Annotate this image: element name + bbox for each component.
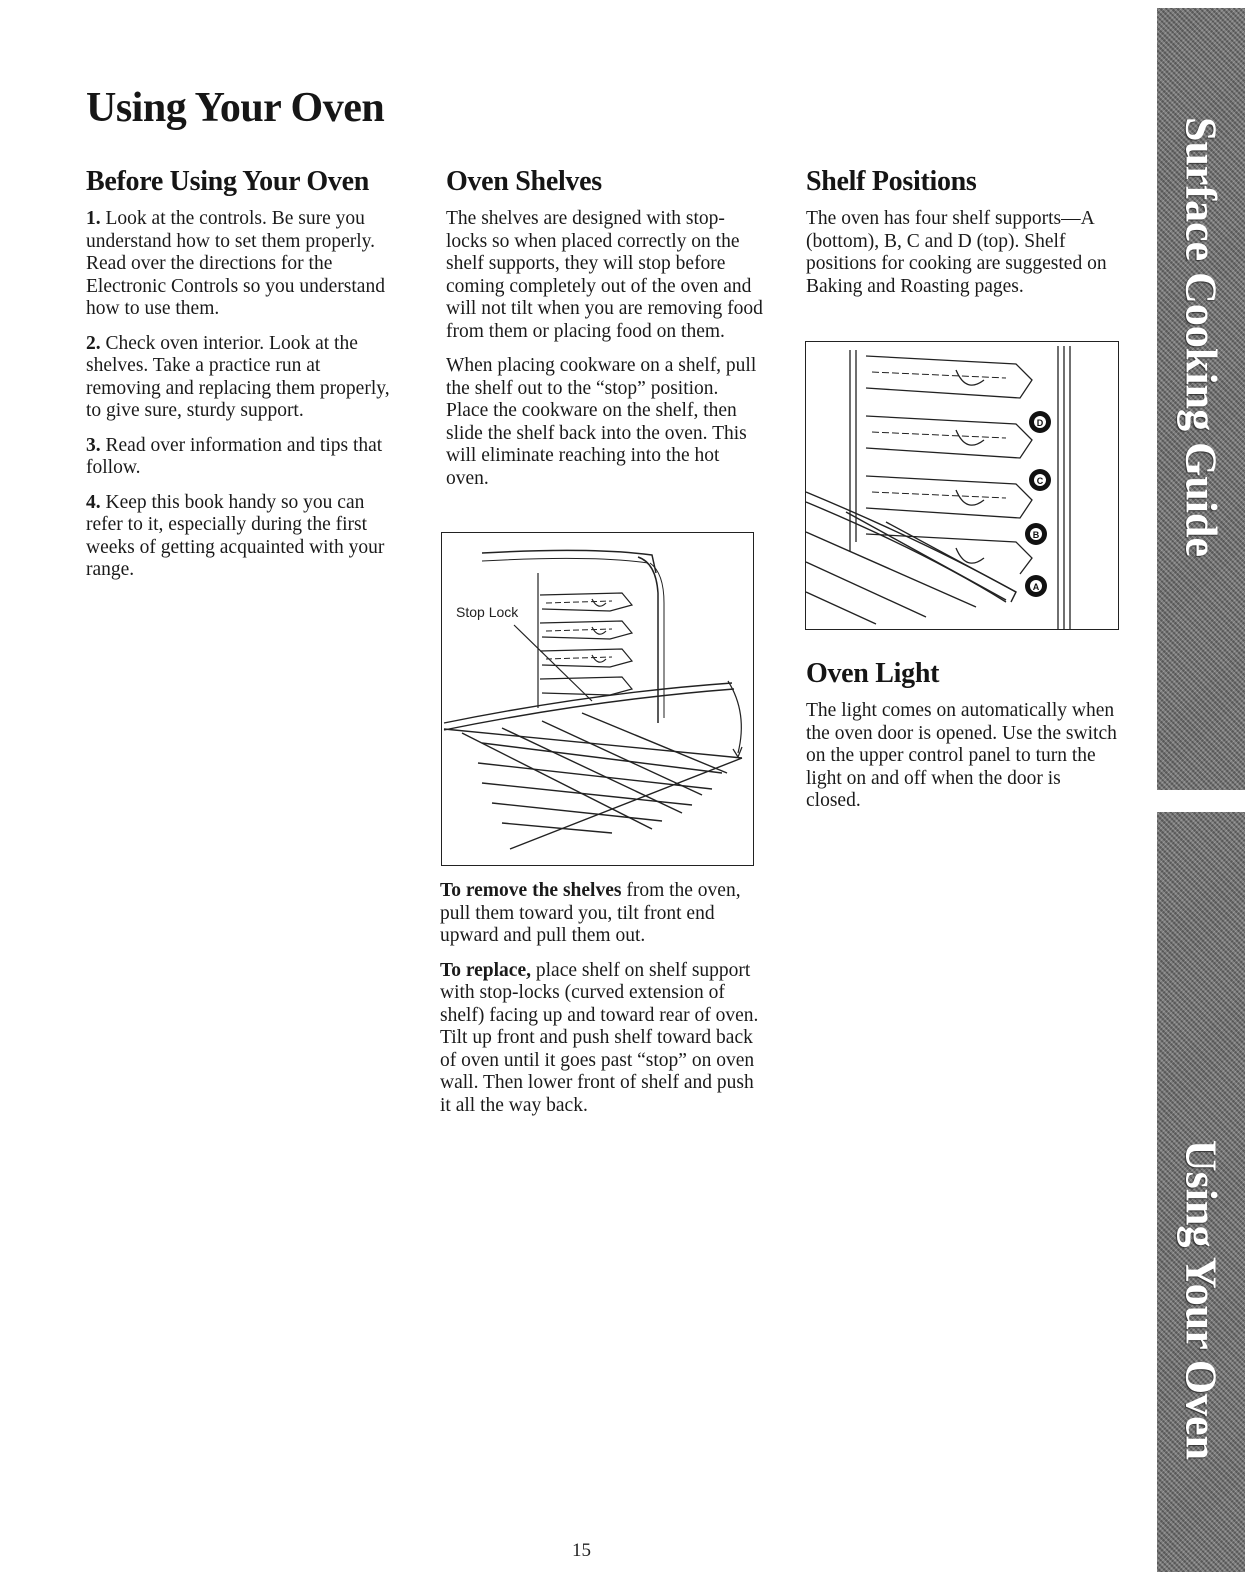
oven-rack xyxy=(806,492,1016,624)
surface-cooking-guide-tab xyxy=(1157,8,1245,790)
shelf-position-a-label: A xyxy=(1032,582,1040,592)
stop-lock-label: Stop Lock xyxy=(456,604,519,620)
oven-shelves-section xyxy=(446,166,764,502)
tilt-arrow xyxy=(728,681,741,753)
remove-shelves-text xyxy=(440,880,760,948)
stop-lock-pointer xyxy=(514,625,592,701)
before-using-section xyxy=(86,166,398,594)
page-title: Using Your Oven xyxy=(86,85,385,131)
item-number: 1. xyxy=(86,208,101,229)
shelf-supports xyxy=(540,593,632,695)
list-item xyxy=(86,435,398,480)
page-number: 15 xyxy=(572,1540,591,1561)
shelf-positions-drawing xyxy=(806,342,1118,629)
oven-top-line xyxy=(482,558,648,563)
list-item xyxy=(86,333,398,423)
shelf-positions-text: The oven has four shelf supports—A (bottom), B, C and D (top). Shelf positions for cooking are suggested on Baking and Roasting pages. xyxy=(806,208,1107,297)
oven-light-text: The light comes on automatically when the oven door is opened. Use the switch on the upper control panel to turn the light on and off when the door is closed. xyxy=(806,700,1117,811)
oven-rack xyxy=(444,683,742,849)
oven-light-heading: Oven Light xyxy=(806,658,940,689)
oven-light-section xyxy=(806,658,1118,825)
oven-shelves-heading: Oven Shelves xyxy=(446,166,602,197)
item-text: Keep this book handy so you can refer to it, especially during the first weeks of getting acquainted with your range. xyxy=(86,491,385,580)
tilt-arrow-head xyxy=(733,747,742,757)
support-detail xyxy=(872,372,1006,498)
shelf-position-d-label: D xyxy=(1036,418,1044,428)
shelf-position-c-badge xyxy=(1029,469,1051,491)
replace-lead: To replace, xyxy=(440,959,531,981)
remove-body: from the oven, pull them toward you, tilt front end upward and pull them out. xyxy=(440,880,741,946)
oven-shelves-paragraph: When placing cookware on a shelf, pull the shelf out to the “stop” position. Place the cookware on the shelf, then slide the shelf back into the oven. This will eliminate reaching into the hot oven. xyxy=(446,355,757,489)
shelf-position-a-badge xyxy=(1025,575,1047,597)
shelf-positions-illustration xyxy=(805,341,1119,630)
before-using-heading: Before Using Your Oven xyxy=(86,166,369,197)
shelf-position-d-badge xyxy=(1029,411,1051,433)
item-number: 2. xyxy=(86,332,101,354)
surface-cooking-guide-tab-label: Surface Cooking Guide xyxy=(1176,116,1226,558)
item-number: 4. xyxy=(86,491,101,513)
item-text: Read over information and tips that follow. xyxy=(86,434,383,478)
shelf-position-b-badge xyxy=(1025,523,1047,545)
list-item xyxy=(86,208,398,321)
using-your-oven-tab xyxy=(1157,812,1245,1572)
shelf-position-b-label: B xyxy=(1032,530,1040,540)
item-text: Check oven interior. Look at the shelves. Take a practice run at removing and replacing them properly, to give sure, sturdy support. xyxy=(86,332,390,421)
shelf-supports xyxy=(866,356,1032,574)
oven-shelves-paragraph: The shelves are designed with stop-locks so when placed correctly on the shelf supports, they will stop before coming completely out of the oven and will not tilt when you are removing food from them or placing food on them. xyxy=(446,208,763,342)
stop-lock-illustration xyxy=(441,532,754,866)
item-text: Look at the controls. Be sure you understand how to set them properly. Read over the directions for the Electronic Controls so you understand how to use them. xyxy=(86,208,385,319)
shelf-positions-heading: Shelf Positions xyxy=(806,166,977,197)
item-number: 3. xyxy=(86,434,101,456)
shelf-positions-section xyxy=(806,166,1118,310)
replace-body: place shelf on shelf support with stop-locks (curved extension of shelf) facing up and toward rear of oven. Tilt up front and push shelf toward back of oven until it goes past “stop” on oven wall. Then lower front of shelf and push it all the way back. xyxy=(440,959,759,1116)
using-your-oven-tab-label: Using Your Oven xyxy=(1176,1139,1226,1461)
shelf-position-c-label: C xyxy=(1036,476,1044,486)
shelf-stop-lock-drawing xyxy=(442,533,753,865)
list-item xyxy=(86,492,398,582)
oven-shelves-instructions xyxy=(440,880,760,1129)
remove-lead: To remove the shelves xyxy=(440,880,622,901)
replace-shelves-text xyxy=(440,960,760,1118)
oven-top-line xyxy=(482,550,656,573)
